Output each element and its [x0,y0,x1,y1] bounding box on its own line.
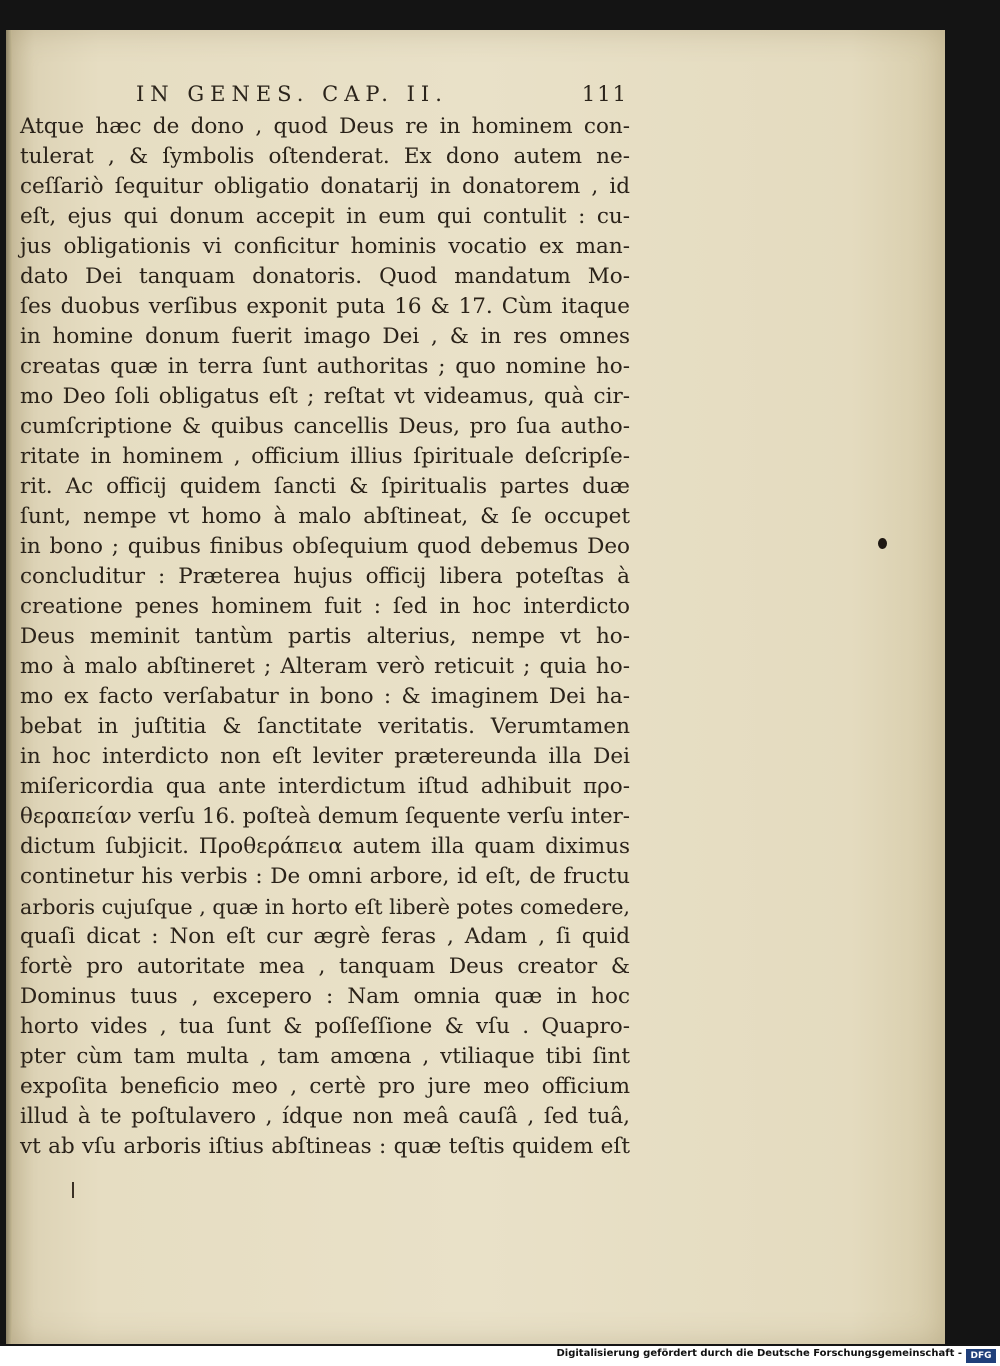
text-line: mo à malo abſtineret ; Alteram verò reticuit ; quia ho- [20,654,630,679]
text-line: cumſcriptione & quibus cancellis Deus, pro ſua autho- [20,414,630,439]
text-line: in homine donum fuerit imago Dei , & in res omnes [20,324,630,349]
text-line: creatione penes hominem fuit : ſed in hoc interdicto [20,594,630,619]
text-line: ſes duobus verſibus exponit puta 16 & 17. Cùm itaque [20,294,630,319]
text-line: expoſita beneficio meo , certè pro jure meo officium [20,1074,630,1099]
funding-notice: Digitalisierung gefördert durch die Deutsche Forschungsgemeinschaft - [556,1348,962,1359]
text-line: creatas quæ in terra ſunt authoritas ; quo nomine ho- [20,354,630,379]
text-line: mo Deo ſoli obligatus eſt ; reſtat vt videamus, quà cir- [20,384,630,409]
text-line: concluditur : Præterea hujus officij libera poteſtas à [20,564,630,589]
text-line: jus obligationis vi conficitur hominis vocatio ex man- [20,234,630,259]
text-line: Dominus tuus , excepero : Nam omnia quæ in hoc [20,984,630,1009]
text-line: in hoc interdicto non eſt leviter prætereunda illa Dei [20,744,630,769]
text-line: fortè pro autoritate mea , tanquam Deus creator & [20,954,630,979]
running-head-title: IN GENES. CAP. II. [136,82,448,106]
text-line: ritate in hominem , officium illius ſpirituale deſcripſe- [20,444,630,469]
ink-spot [878,538,887,549]
text-line: ceſſariò ſequitur obligatio donatarij in donatorem , id [20,174,630,199]
text-line: arboris cujuſque , quæ in horto eſt liberè potes comedere, [20,895,630,919]
running-head [128,82,628,112]
dfg-logo: DFG [966,1349,996,1363]
digitization-footer [0,1346,1000,1366]
margin-mark [72,1182,74,1198]
text-line: ſunt, nempe vt homo à malo abſtineat, & ſe occupet [20,504,630,529]
text-line: bebat in juſtitia & ſanctitate veritatis. Verumtamen [20,714,630,739]
text-line: θεραπείαν verſu 16. poſteà demum ſequente verſu inter- [20,804,630,829]
body-text [20,112,630,1162]
text-line: rit. Ac officij quidem ſancti & ſpiritualis partes duæ [20,474,630,499]
text-line: eſt, ejus qui donum accepit in eum qui contulit : cu- [20,204,630,229]
text-line: quaſi dicat : Non eſt cur ægrè feras , Adam , ſi quid [20,924,630,949]
text-line: horto vides , tua ſunt & poſſeſſione & vſu . Quapro- [20,1014,630,1039]
text-line: dato Dei tanquam donatoris. Quod mandatum Mo- [20,264,630,289]
text-line: Deus meminit tantùm partis alterius, nempe vt ho- [20,624,630,649]
book-page [6,30,945,1344]
text-line: mo ex facto verſabatur in bono : & imaginem Dei ha- [20,684,630,709]
text-line: miſericordia qua ante interdictum iſtud adhibuit προ- [20,774,630,799]
text-line: tulerat , & ſymbolis oſtenderat. Ex dono autem ne- [20,144,630,169]
text-line: continetur his verbis : De omni arbore, id eſt, de fructu [20,864,630,889]
text-line: in bono ; quibus finibus obſequium quod debemus Deo [20,534,630,559]
text-line: pter cùm tam multa , tam amœna , vtiliaque tibi ſint [20,1044,630,1069]
page-number: 111 [581,82,628,106]
text-line: Atque hæc de dono , quod Deus re in hominem con- [20,114,630,139]
text-line: vt ab vſu arboris iſtius abſtineas : quæ teſtis quidem eſt [20,1134,630,1159]
text-line: dictum ſubjicit. Προθεράπεια autem illa quam diximus [20,834,630,859]
text-line: illud à te poſtulavero , ídque non meâ cauſâ , ſed tuâ, [20,1104,630,1129]
